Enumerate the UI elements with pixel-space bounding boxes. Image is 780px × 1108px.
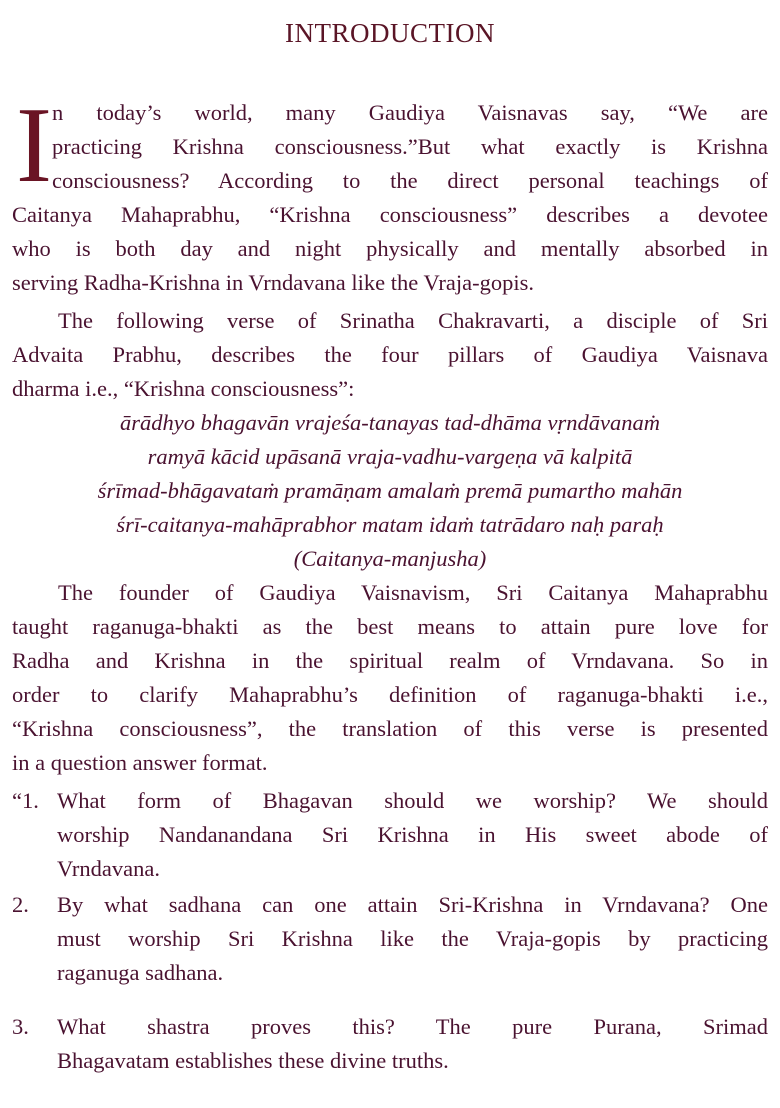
verse-source: (Caitanya-manjusha) (293, 546, 487, 571)
text-line: who is both day and night physically and mentally absorbed in (12, 236, 768, 261)
drop-cap: I (16, 86, 52, 205)
text-line: By what sadhana can one attain Sri-Krishna in Vrndavana? One (57, 892, 768, 917)
text-line: must worship Sri Krishna like the Vraja-gopis by practicing (57, 926, 768, 951)
text-line: dharma i.e., “Krishna consciousness”: (12, 376, 355, 401)
sanskrit-verse (12, 406, 768, 576)
list-item (12, 888, 768, 990)
text-line: order to clarify Mahaprabhu’s definition of raganuga-bhakti i.e., (12, 682, 768, 707)
page-body (12, 86, 768, 1080)
text-line: Bhagavatam establishes these divine truths. (57, 1048, 449, 1073)
text-line: Advaita Prabhu, describes the four pillars of Gaudiya Vaisnava (12, 342, 768, 367)
text-line: Caitanya Mahaprabhu, “Krishna consciousness” describes a devotee (12, 202, 768, 227)
text-line: The following verse of Srinatha Chakravarti, a disciple of Sri (58, 308, 768, 333)
text-line: Vrndavana. (57, 856, 160, 881)
text-line: What form of Bhagavan should we worship? We should (57, 788, 768, 813)
text-line: Radha and Krishna in the spiritual realm of Vrndavana. So in (12, 648, 768, 673)
text-line: worship Nandanandana Sri Krishna in His sweet abode of (57, 822, 768, 847)
page-title: INTRODUCTION (285, 18, 495, 48)
founder-paragraph (12, 576, 768, 780)
text-line: taught raganuga-bhakti as the best means to attain pure love for (12, 614, 768, 639)
list-item (12, 784, 768, 886)
verse-line: ramyā kācid upāsanā vraja-vadhu-vargeṇa vā kalpitā (147, 444, 633, 469)
text-line: serving Radha-Krishna in Vrndavana like the Vraja-gopis. (12, 270, 534, 295)
text-line: in a question answer format. (12, 750, 268, 775)
text-line: What shastra proves this? The pure Purana, Srimad (57, 1014, 768, 1039)
text-line: practicing Krishna consciousness.”But what exactly is Krishna (52, 134, 768, 159)
list-number: 3. (12, 1014, 29, 1039)
text-line: The founder of Gaudiya Vaisnavism, Sri Caitanya Mahaprabhu (58, 580, 768, 605)
list-item (12, 1010, 768, 1078)
list-number: “1. (12, 788, 39, 813)
text-line: n today’s world, many Gaudiya Vaisnavas say, “We are (52, 100, 768, 125)
verse-line: ārādhyo bhagavān vrajeśa-tanayas tad-dhāma vṛndāvanaṁ (120, 410, 660, 435)
intro-paragraph (12, 86, 768, 300)
text-line: “Krishna consciousness”, the translation of this verse is presented (12, 716, 768, 741)
verse-line: śrīmad-bhāgavataṁ pramāṇam amalaṁ premā pumartho mahān (97, 478, 683, 503)
verse-intro-paragraph (12, 304, 768, 406)
text-line: consciousness? According to the direct personal teachings of (52, 168, 768, 193)
verse-line: śrī-caitanya-mahāprabhor matam idaṁ tatrādaro naḥ paraḥ (116, 512, 664, 537)
list-number: 2. (12, 892, 29, 917)
text-line: raganuga sadhana. (57, 960, 224, 985)
